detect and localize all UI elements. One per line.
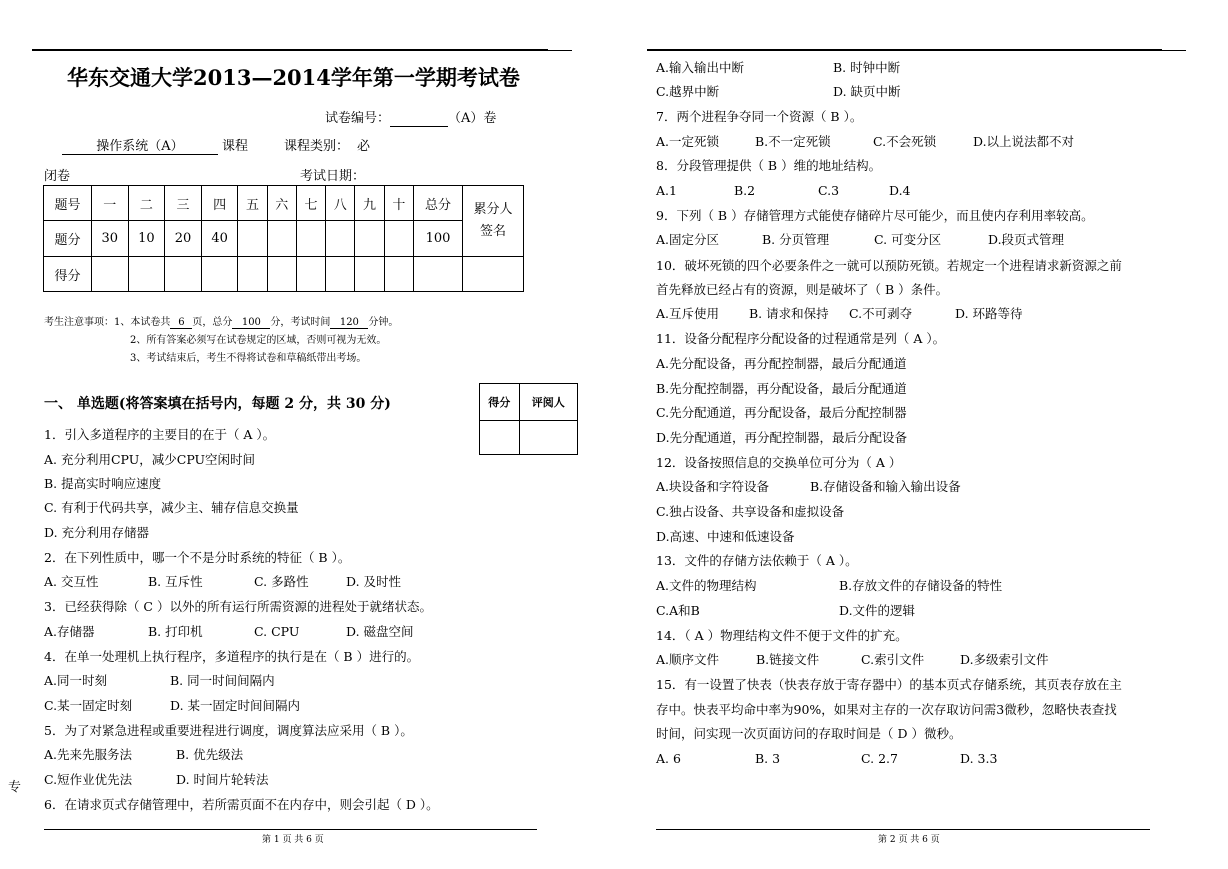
top-rule-end <box>548 50 572 51</box>
score-cell[interactable] <box>128 257 165 292</box>
course-line: 操作系统（A） 课程 课程类别： 必 <box>62 135 370 155</box>
section-title: 一、 单选题(将答案填在括号内，每题 2 分，共 30 分) <box>44 396 391 412</box>
score-cell[interactable] <box>238 257 267 292</box>
score-cell[interactable] <box>355 257 384 292</box>
score-cell[interactable] <box>463 257 524 292</box>
question-11: 11．设备分配程序分配设备的过程通常是列（ A ）。 <box>656 331 946 346</box>
option: D. 某一固定时间间隔内 <box>170 698 301 713</box>
option: B. 请求和保持 <box>749 306 829 321</box>
question-3: 3．已经获得除（ C ）以外的所有运行所需资源的进程处于就绪状态。 <box>44 599 432 614</box>
bottom-rule <box>656 829 1150 830</box>
question-8: 8．分段管理提供（ B ）维的地址结构。 <box>656 158 882 173</box>
option: D.先分配通道，再分配控制器，最后分配设备 <box>656 430 908 445</box>
option: C. 2.7 <box>861 751 898 766</box>
option: A.存储器 <box>44 624 95 639</box>
score-cell[interactable] <box>326 257 355 292</box>
option: C. 可变分区 <box>874 232 942 247</box>
option: B. 优先级法 <box>176 747 244 762</box>
option: B. 同一时间间隔内 <box>170 673 275 688</box>
option: D.以上说法都不对 <box>973 134 1075 149</box>
option: D.多级索引文件 <box>960 652 1049 667</box>
option: A.块设备和字符设备 <box>656 479 770 494</box>
option: D. 充分利用存储器 <box>44 525 150 540</box>
page-footer: 第 1 页 共 6 页 <box>262 835 324 845</box>
question-2: 2．在下列性质中，哪一个不是分时系统的特征（ B ）。 <box>44 550 351 565</box>
option: A.先分配设备，再分配控制器，最后分配通道 <box>656 356 907 371</box>
option: C.不会死锁 <box>873 134 937 149</box>
option: A.先来先服务法 <box>44 747 133 762</box>
option: C.索引文件 <box>861 652 925 667</box>
score-table: 题号 一 二 三 四 五 六 七 八 九 十 总分 累分人 签名 题分 30 10 20 40 100 得分 <box>43 185 524 292</box>
option: B.存储设备和输入输出设备 <box>810 479 961 494</box>
option: D.高速、中速和低速设备 <box>656 529 795 544</box>
score-cell[interactable] <box>165 257 202 292</box>
option: C.3 <box>818 183 840 198</box>
option: C. CPU <box>254 624 300 639</box>
question-6: 6．在请求页式存储管理中，若所需页面不在内存中，则会引起（ D ）。 <box>44 797 439 812</box>
option: D. 时间片轮转法 <box>176 772 269 787</box>
score-cell[interactable] <box>414 257 463 292</box>
grader-reviewer-cell[interactable] <box>519 421 577 455</box>
option: A. 充分利用CPU，减少CPU空闲时间 <box>44 452 256 467</box>
bottom-rule <box>44 829 537 830</box>
option: B.2 <box>734 183 756 198</box>
score-cell[interactable] <box>92 257 129 292</box>
score-cell[interactable] <box>384 257 413 292</box>
grader-score-cell[interactable] <box>480 421 520 455</box>
question-10-cont: 首先释放已经占有的资源，则是破坏了（ B ）条件。 <box>656 282 949 297</box>
top-rule-end <box>1162 50 1186 51</box>
notice-2: 2、所有答案必须写在试卷规定的区域，否则可视为无效。 <box>130 335 387 346</box>
question-9: 9．下列（ B ）存储管理方式能使存储碎片尽可能少，而且使内存利用率较高。 <box>656 208 1094 223</box>
option: D.段页式管理 <box>988 232 1065 247</box>
option: C.A和B <box>656 603 700 618</box>
option: C.某一固定时刻 <box>44 698 133 713</box>
question-7: 7．两个进程争夺同一个资源（ B ）。 <box>656 109 863 124</box>
grader-box: 得分 评阅人 <box>479 383 578 455</box>
question-13: 13．文件的存储方法依赖于（ A ）。 <box>656 553 858 568</box>
option: A.同一时刻 <box>44 673 108 688</box>
option: A.1 <box>656 183 677 198</box>
option: C.先分配通道，再分配设备，最后分配控制器 <box>656 405 907 420</box>
option: B. 时钟中断 <box>833 60 901 75</box>
option: A. 交互性 <box>44 574 99 589</box>
question-5: 5．为了对紧急进程或重要进程进行调度，调度算法应采用（ B ）。 <box>44 723 413 738</box>
row-label-number: 题号 <box>44 186 92 221</box>
option: C.不可剥夺 <box>849 306 913 321</box>
question-15: 15．有一设置了快表（快表存放于寄存器中）的基本页式存储系统，其页表存放在主 <box>656 677 1122 692</box>
option: D.4 <box>889 183 911 198</box>
option: B. 提高实时响应速度 <box>44 476 162 491</box>
score-cell[interactable] <box>267 257 296 292</box>
question-1: 1．引入多道程序的主要目的在于（ A ）。 <box>44 427 276 442</box>
option: C. 多路性 <box>254 574 309 589</box>
option: B. 3 <box>755 751 781 766</box>
option: C.越界中断 <box>656 84 720 99</box>
option: D. 缺页中断 <box>833 84 901 99</box>
option: B.不一定死锁 <box>755 134 831 149</box>
paper-number: 试卷编号： （A）卷 <box>325 111 497 126</box>
option: A.顺序文件 <box>656 652 720 667</box>
question-12: 12．设备按照信息的交换单位可分为（ A ） <box>656 455 902 470</box>
option: A.一定死锁 <box>656 134 720 149</box>
side-mark: 专 <box>8 780 22 795</box>
option: B. 分页管理 <box>762 232 830 247</box>
option: B.先分配控制器，再分配设备，最后分配通道 <box>656 381 907 396</box>
option: B.链接文件 <box>756 652 820 667</box>
top-rule <box>647 49 1162 51</box>
option: D.文件的逻辑 <box>839 603 916 618</box>
row-label-score: 得分 <box>44 257 92 292</box>
option: A.输入输出中断 <box>656 60 745 75</box>
option: C. 有利于代码共享，减少主、辅存信息交换量 <box>44 500 299 515</box>
option: D. 3.3 <box>960 751 998 766</box>
option: D. 环路等待 <box>955 306 1023 321</box>
question-10: 10．破坏死锁的四个必要条件之一就可以预防死锁。若规定一个进程请求新资源之前 <box>656 258 1122 273</box>
paper-number-blank[interactable] <box>390 111 448 127</box>
top-rule <box>32 49 548 51</box>
option: B. 互斥性 <box>148 574 203 589</box>
exam-date-label: 考试日期： <box>300 169 366 184</box>
exam-mode: 闭卷 <box>44 169 71 184</box>
notice-1: 考生注意事项：1、本试卷共 6 页，总分 100 分，考试时间 120 分钟。 <box>44 317 399 328</box>
option: A. 6 <box>656 751 681 766</box>
question-4: 4．在单一处理机上执行程序，多道程序的执行是在（ B ）进行的。 <box>44 649 420 664</box>
row-label-points: 题分 <box>44 221 92 257</box>
option: A.文件的物理结构 <box>656 578 757 593</box>
question-15-cont: 存中。快表平均命中率为90%，如果对主存的一次存取访问需3微秒，忽略快表查找 <box>656 702 1117 717</box>
option: D. 磁盘空间 <box>346 624 414 639</box>
option: A.互斥使用 <box>656 306 720 321</box>
page-footer: 第 2 页 共 6 页 <box>878 835 940 845</box>
option: A.固定分区 <box>656 232 720 247</box>
score-cell[interactable] <box>201 257 238 292</box>
question-15-cont: 时间，问实现一次页面访问的存取时间是（ D ）微秒。 <box>656 726 962 741</box>
option: D. 及时性 <box>346 574 402 589</box>
question-14: 14．（ A ）物理结构文件不便于文件的扩充。 <box>656 628 908 643</box>
option: C.短作业优先法 <box>44 772 133 787</box>
option: B. 打印机 <box>148 624 203 639</box>
score-cell[interactable] <box>296 257 325 292</box>
option: C.独占设备、共享设备和虚拟设备 <box>656 504 845 519</box>
notice-3: 3、考试结束后，考生不得将试卷和草稿纸带出考场。 <box>130 353 367 364</box>
exam-title: 华东交通大学2013—2014学年第一学期考试卷 <box>67 65 520 90</box>
signer-cell: 累分人 签名 <box>463 186 524 257</box>
course-name: 操作系统（A） <box>62 135 218 155</box>
option: B.存放文件的存储设备的特性 <box>839 578 1003 593</box>
